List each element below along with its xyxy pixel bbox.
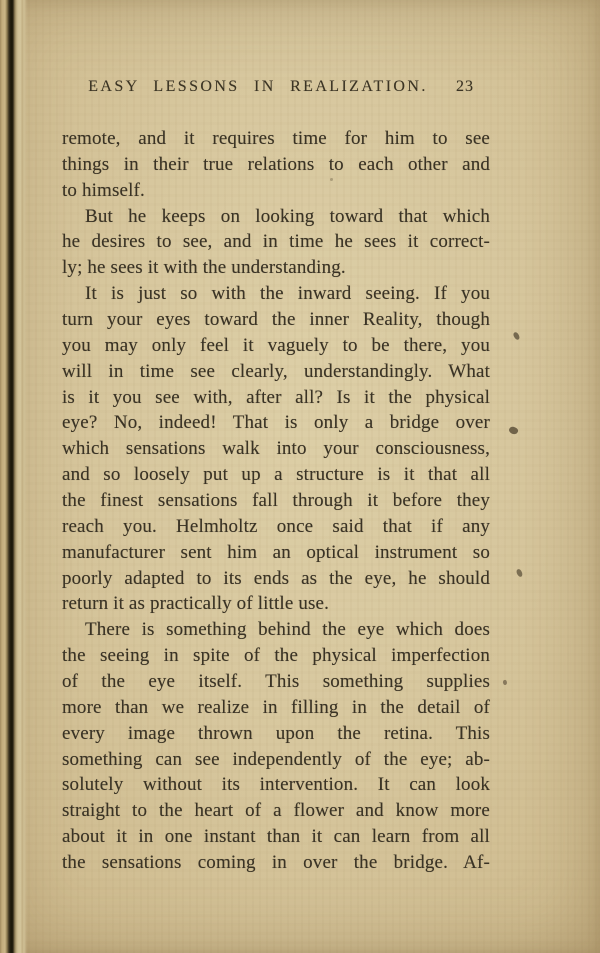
text-line: something can see independently of the eye; ab-	[62, 748, 490, 770]
text-line: of the eye itself. This something supplies	[62, 671, 490, 693]
text-line: is it you see with, after all? Is it the physical	[62, 386, 490, 408]
text-line: the finest sensations fall through it before they	[62, 490, 490, 512]
text-line: There is something behind the eye which does	[85, 619, 490, 641]
text-line: about it in one instant than it can learn from all	[62, 826, 490, 848]
ink-speck	[515, 568, 523, 577]
text-line: the seeing in spite of the physical imperfection	[62, 645, 490, 667]
text-line: remote, and it requires time for him to see	[62, 128, 490, 149]
page-body	[62, 126, 490, 876]
text-line: eye? No, indeed! That is only a bridge over	[62, 412, 490, 434]
text-line: and so loosely put up a structure is it that all	[62, 464, 490, 486]
text-line: will in time see clearly, understandingly. What	[62, 360, 490, 382]
text-line: more than we realize in filling in the detail of	[62, 696, 490, 718]
page-title: EASY LESSONS IN REALIZATION.	[88, 78, 428, 95]
text-line: every image thrown upon the retina. This	[62, 722, 490, 744]
running-header	[62, 78, 490, 100]
text-line: It is just so with the inward seeing. If you	[85, 283, 490, 305]
text-line: manufacturer sent him an optical instrument so	[62, 541, 490, 563]
book-binding-edge	[0, 0, 27, 953]
text-line: poorly adapted to its ends as the eye, he should	[62, 567, 490, 589]
text-line: reach you. Helmholtz once said that if any	[62, 515, 490, 537]
text-line: straight to the heart of a flower and know more	[62, 800, 490, 822]
text-line: things in their true relations to each other and	[62, 153, 490, 175]
text-line: ly; he sees it with the understanding.	[62, 257, 346, 279]
text-line: which sensations walk into your consciousness,	[62, 438, 490, 460]
text-line: you may only feel it vaguely to be there, you	[62, 334, 490, 356]
page-number: 23	[456, 78, 474, 95]
text-line: the sensations coming in over the bridge. Af-	[62, 852, 490, 874]
text-line: solutely without its intervention. It can look	[62, 774, 490, 796]
text-line: to himself.	[62, 179, 145, 201]
text-line: he desires to see, and in time he sees it correct-	[62, 231, 490, 253]
ink-speck	[502, 679, 507, 685]
text-line: turn your eyes toward the inner Reality, though	[62, 309, 490, 331]
text-line: return it as practically of little use.	[62, 593, 330, 615]
ink-speck	[508, 425, 519, 435]
ink-speck	[512, 331, 521, 340]
text-line: But he keeps on looking toward that which	[85, 205, 490, 227]
